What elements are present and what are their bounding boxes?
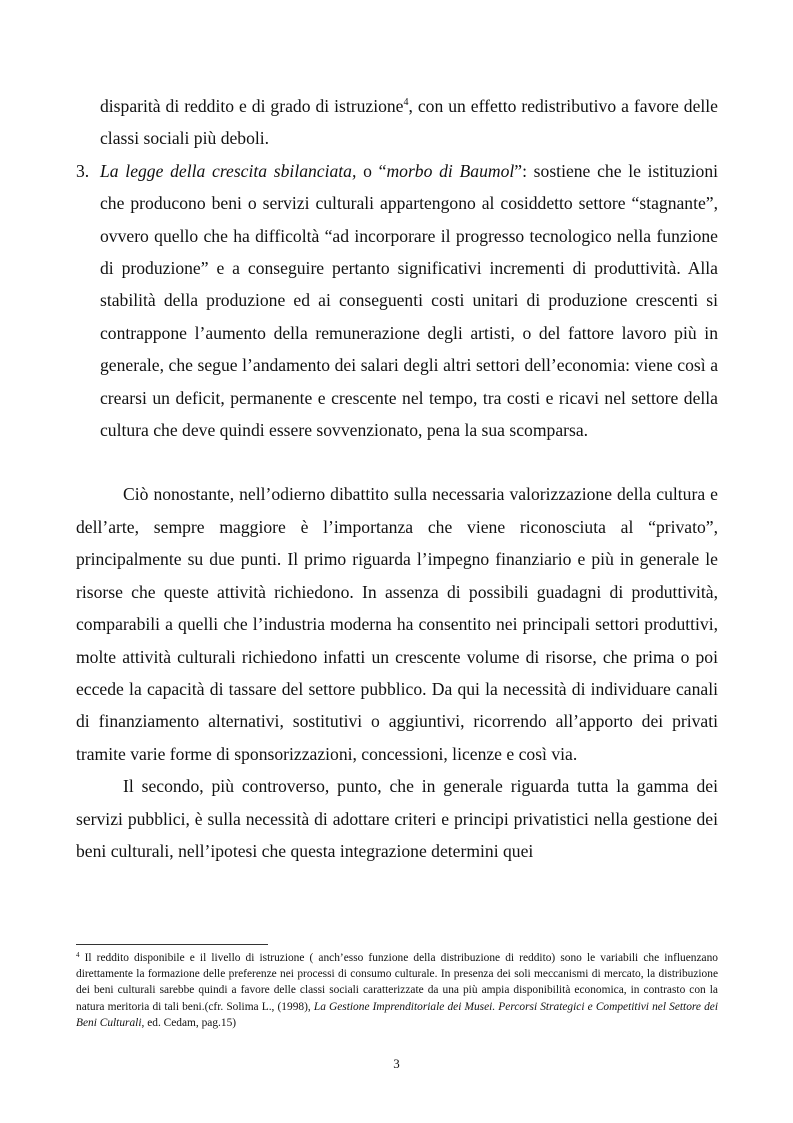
footnote — [76, 950, 718, 1031]
body-paragraph-2: Il secondo, più controverso, punto, che in generale riguarda tutta la gamma dei servizi pubblici, è sulla necessità di adottare criteri e principi privatistici nella gestione dei beni culturali, nell’ipotesi che questa integrazione determini quei — [76, 776, 718, 861]
list-item-3 — [76, 155, 718, 447]
list-item-body: ”: sostiene che le istituzioni che producono beni o servizi culturali appartengono al cosiddetto settore “stagnante”, ovvero quello che ha difficoltà “ad incorporare il progresso tecnologico nella funzione di produzione” e a conseguire pertanto significativi incrementi di produttività. Alla stabilità della produzione ed ai conseguenti costi unitari di produzione crescenti si contrappone l’aumento della remunerazione degli artisti, o del fattore lavoro più in generale, che segue l’andamento dei salari degli altri settori dell’economia: viene così a crearsi un deficit, permanente e crescente nel tempo, tra costi e ricavi nel settore della cultura che deve quindi essere sovvenzionato, pena la sua scomparsa. — [100, 160, 719, 441]
footnote-separator — [76, 944, 268, 945]
continuation-text-end: , con un effetto redistributivo a favore delle classi sociali più deboli. — [100, 96, 718, 149]
body-text — [76, 90, 718, 867]
list-item-title: La legge della crescita sbilanciata, — [100, 160, 357, 181]
body-paragraph-1: Ciò nonostante, nell’odierno dibattito sulla necessaria valorizzazione della cultura e dell’arte, sempre maggiore è l’importanza che viene riconosciuta al “privato”, principalmente su due punti. Il primo riguarda l’impegno finanziario e più in generale le risorse che queste attività richiedono. In assenza di possibili guadagni di produttività, comparabili a quelli che l’industria moderna ha consentito nei principali settori produttivi, molte attività culturali richiedono infatti un crescente volume di risorse, che prima o poi eccede la capacità di tassare del settore pubblico. Da qui la necessità di individuare canali di finanziamento alternativi, sostitutivi o aggiuntivi, ricorrendo all’apporto dei privati tramite varie forme di sponsorizzazioni, concessioni, licenze e così via. — [76, 484, 718, 764]
continuation-paragraph — [76, 90, 718, 155]
footnote-reference[interactable]: 4 — [403, 97, 409, 108]
list-item-alias: morbo di Baumol — [386, 160, 515, 181]
footnote-number: 4 — [76, 951, 80, 959]
page-number: 3 — [393, 1056, 400, 1071]
continuation-text-start: disparità di reddito e di grado di istruzione — [100, 96, 404, 116]
footnote-tail: , ed. Cedam, pag.15) — [141, 1016, 237, 1029]
list-item-number: 3. — [76, 160, 90, 181]
footnote-book-title: La Gestione Imprenditoriale dei Musei. Percorsi Strategici e Competitivi nel Settore dei Beni Culturali — [76, 1000, 719, 1029]
footnote-text: Il reddito disponibile e il livello di istruzione ( anch’esso funzione della distribuzione di reddito) sono le variabili che influenzano direttamente la formazione delle preferenze nei processi di consumo culturale. In presenza dei soli meccanismi di mercato, la distribuzione dei beni culturali sarebbe quindi a favore delle classi sociali caratterizzate da una più ampia disponibilità economica, in contrasto con la natura meritoria di tali beni.(cfr. Solima L., (1998), — [76, 952, 718, 1013]
list-item-connector: o “ — [356, 160, 387, 181]
